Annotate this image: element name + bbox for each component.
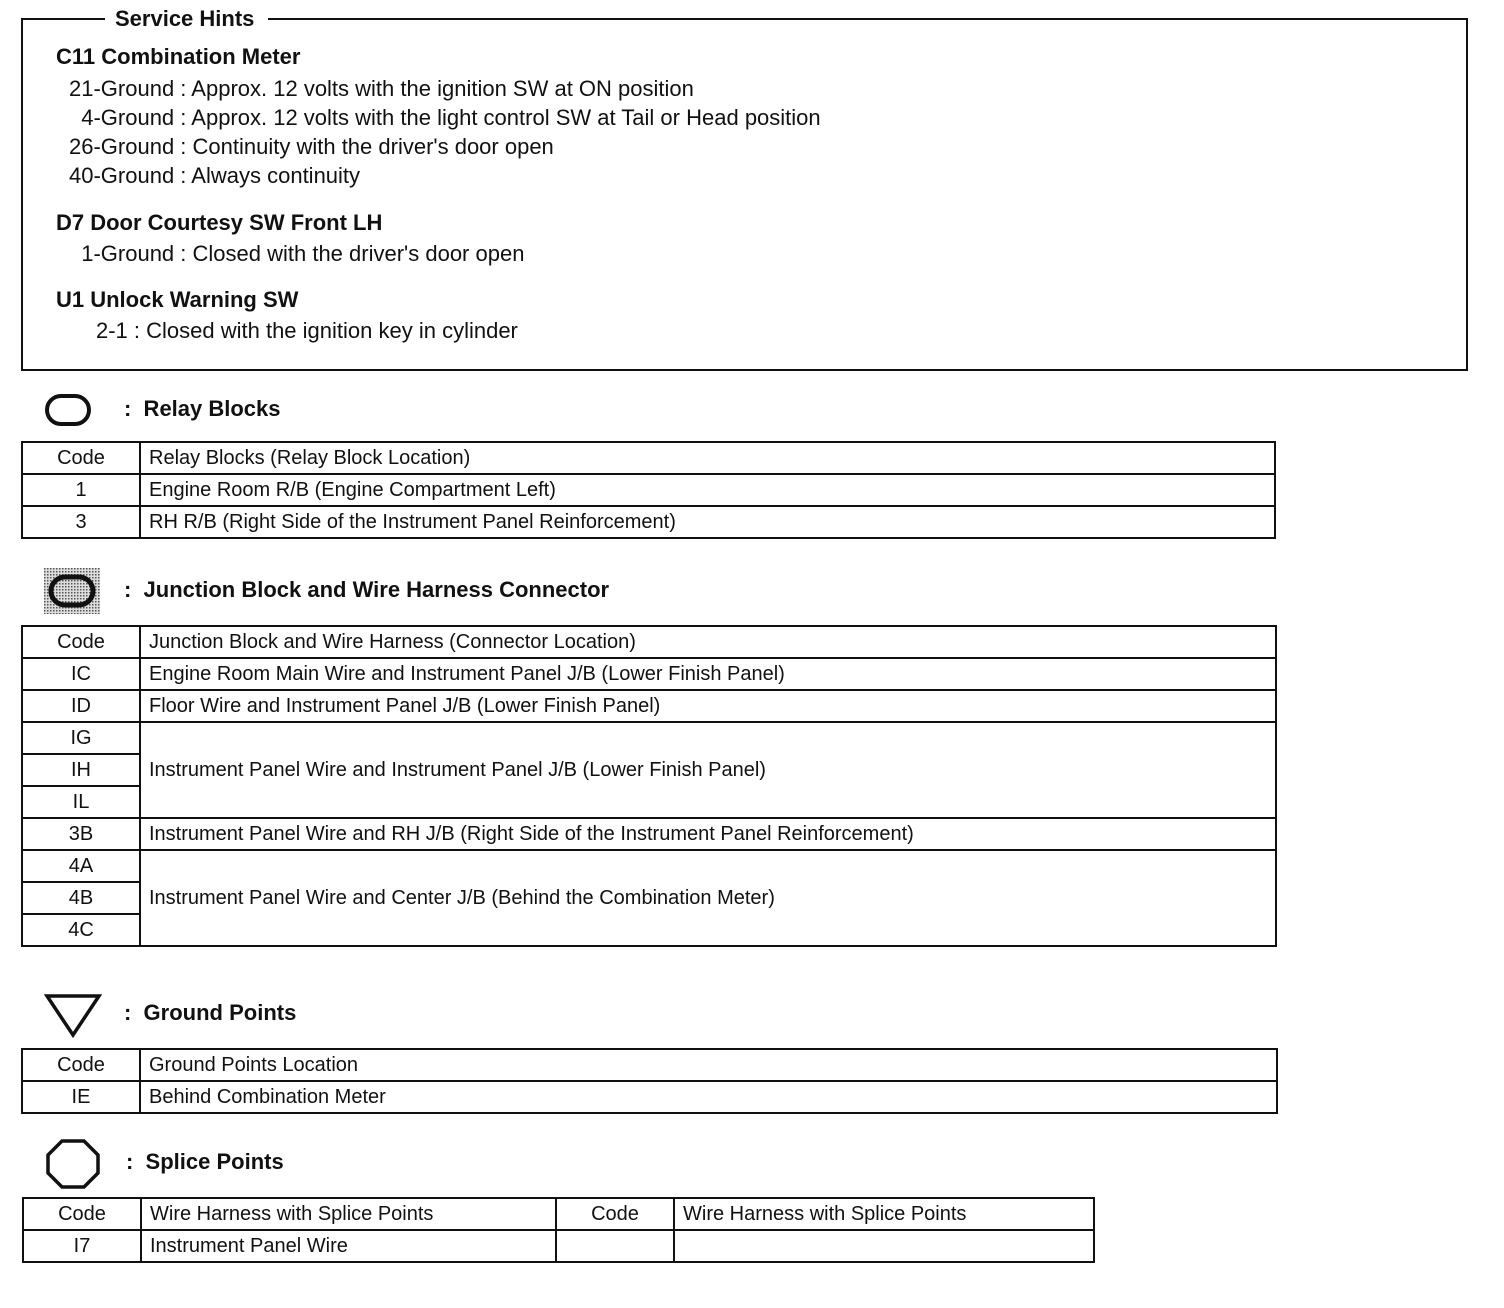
table-header-row — [22, 1049, 1277, 1081]
splice-point-icon — [45, 1138, 101, 1190]
cell-code: IH — [22, 754, 140, 786]
cell-wire-harness-2 — [674, 1230, 1094, 1262]
hint-heading-d7: D7 Door Courtesy SW Front LH — [56, 210, 383, 235]
relay-blocks-table — [21, 441, 1276, 539]
table-row — [22, 850, 1276, 882]
service-hints-box — [21, 6, 1468, 371]
cell-location: Instrument Panel Wire and RH J/B (Right Side of the Instrument Panel Reinforcement) — [140, 818, 1276, 850]
cell-code: 4C — [22, 914, 140, 946]
service-hints-title: Service Hints — [105, 6, 268, 32]
cell-location: Instrument Panel Wire and Center J/B (Behind the Combination Meter) — [140, 850, 1276, 946]
header-location: Relay Blocks (Relay Block Location) — [140, 442, 1275, 474]
cell-code: IL — [22, 786, 140, 818]
junction-blocks-table — [21, 625, 1277, 947]
table-row — [22, 474, 1275, 506]
cell-code: 4A — [22, 850, 140, 882]
table-row — [22, 818, 1276, 850]
cell-code: IG — [22, 722, 140, 754]
splice-points-table — [22, 1197, 1095, 1263]
hint-line: 40-Ground : Always continuity — [69, 163, 361, 188]
header-code: Code — [22, 1049, 140, 1081]
ground-points-table — [21, 1048, 1278, 1114]
cell-code: IC — [22, 658, 140, 690]
cell-location: Behind Combination Meter — [140, 1081, 1277, 1113]
hint-line: 26-Ground : Continuity with the driver's door open — [69, 134, 554, 159]
table-row — [22, 658, 1276, 690]
header-wire-harness: Wire Harness with Splice Points — [141, 1198, 556, 1230]
cell-code-2 — [556, 1230, 674, 1262]
hint-line: 1-Ground : Closed with the driver's door open — [69, 241, 525, 266]
splice-points-title: : Splice Points — [126, 1149, 284, 1174]
cell-code: I7 — [23, 1230, 141, 1262]
cell-location: Engine Room Main Wire and Instrument Panel J/B (Lower Finish Panel) — [140, 658, 1276, 690]
ground-point-icon — [44, 993, 102, 1039]
header-wire-harness-2: Wire Harness with Splice Points — [674, 1198, 1094, 1230]
cell-location: RH R/B (Right Side of the Instrument Panel Reinforcement) — [140, 506, 1275, 538]
cell-code: 4B — [22, 882, 140, 914]
table-header-row — [23, 1198, 1094, 1230]
hint-heading-c11: C11 Combination Meter — [56, 44, 301, 69]
cell-wire-harness: Instrument Panel Wire — [141, 1230, 556, 1262]
cell-code: 1 — [22, 474, 140, 506]
table-row — [22, 506, 1275, 538]
cell-code: 3 — [22, 506, 140, 538]
table-header-row — [22, 442, 1275, 474]
header-code: Code — [23, 1198, 141, 1230]
table-row — [22, 722, 1276, 754]
cell-location: Instrument Panel Wire and Instrument Panel J/B (Lower Finish Panel) — [140, 722, 1276, 818]
table-row — [23, 1230, 1094, 1262]
header-location: Ground Points Location — [140, 1049, 1277, 1081]
hint-line: 21-Ground : Approx. 12 volts with the ignition SW at ON position — [69, 76, 694, 101]
table-header-row — [22, 626, 1276, 658]
hint-heading-u1: U1 Unlock Warning SW — [56, 287, 299, 312]
header-code-2: Code — [556, 1198, 674, 1230]
table-row — [22, 690, 1276, 722]
table-row — [22, 1081, 1277, 1113]
header-code: Code — [22, 626, 140, 658]
relay-block-icon — [44, 393, 94, 427]
junction-block-icon — [44, 568, 100, 614]
hint-line: 2-1 : Closed with the ignition key in cylinder — [96, 318, 518, 343]
relay-blocks-title: : Relay Blocks — [124, 396, 281, 421]
header-code: Code — [22, 442, 140, 474]
header-location: Junction Block and Wire Harness (Connector Location) — [140, 626, 1276, 658]
hint-line: 4-Ground : Approx. 12 volts with the light control SW at Tail or Head position — [69, 105, 821, 130]
ground-points-title: : Ground Points — [124, 1000, 297, 1025]
cell-code: ID — [22, 690, 140, 722]
cell-location: Engine Room R/B (Engine Compartment Left) — [140, 474, 1275, 506]
junction-blocks-title: : Junction Block and Wire Harness Connector — [124, 577, 610, 602]
cell-code: IE — [22, 1081, 140, 1113]
cell-location: Floor Wire and Instrument Panel J/B (Lower Finish Panel) — [140, 690, 1276, 722]
cell-code: 3B — [22, 818, 140, 850]
